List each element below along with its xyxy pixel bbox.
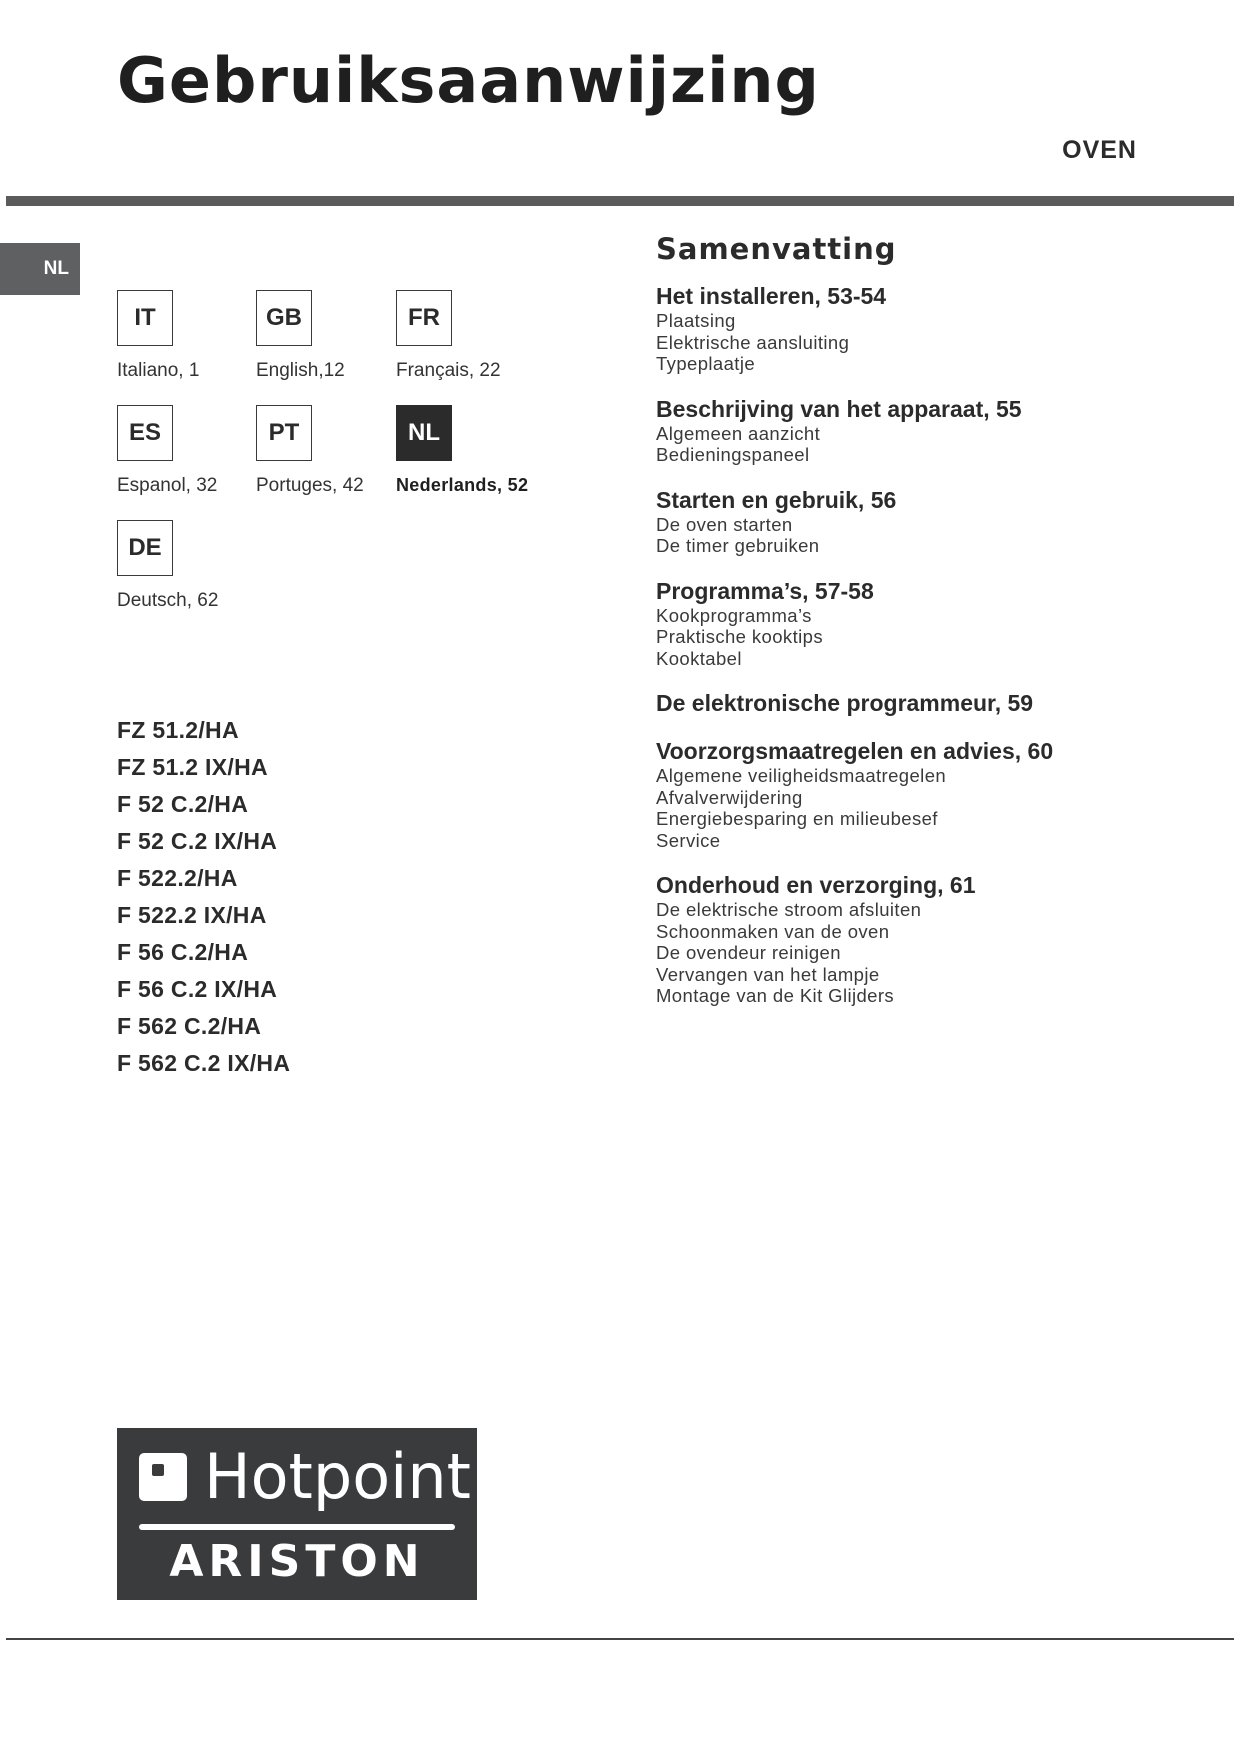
language-code-box: FR <box>396 290 452 346</box>
logo-brand-bottom: ARISTON <box>169 1536 425 1587</box>
language-side-tab: NL <box>0 243 80 295</box>
toc-section-title[interactable]: Starten en gebruik, 56 <box>656 486 897 513</box>
toc-item[interactable]: Afvalverwijdering <box>656 786 803 808</box>
model-list <box>117 712 290 1082</box>
language-item-nl-active[interactable] <box>396 405 556 496</box>
toc-item[interactable]: Bedieningspaneel <box>656 444 810 465</box>
language-item-fr[interactable] <box>396 290 556 382</box>
language-label: Nederlands, 52 <box>396 475 529 495</box>
page-title: Gebruiksaanwijzing <box>117 44 820 117</box>
toc-section <box>656 486 1216 557</box>
toc-section-title[interactable]: Het installeren, 53-54 <box>656 283 887 309</box>
language-label: Italiano, 1 <box>117 360 200 381</box>
logo-divider <box>139 1524 455 1530</box>
footer-divider <box>6 1638 1234 1640</box>
toc-section <box>656 689 1216 717</box>
model-item: F 562 C.2/HA <box>117 1013 262 1039</box>
model-item: FZ 51.2/HA <box>117 717 239 743</box>
toc-section <box>656 737 1216 851</box>
model-item: FZ 51.2 IX/HA <box>117 754 268 780</box>
hotpoint-square-icon <box>139 1453 187 1501</box>
hotpoint-ariston-logo <box>117 1428 477 1600</box>
model-item: F 56 C.2 IX/HA <box>117 976 278 1002</box>
toc-section-title[interactable]: Programma’s, 57-58 <box>656 577 874 604</box>
language-label: Français, 22 <box>396 360 501 381</box>
language-item-it[interactable] <box>117 290 277 382</box>
language-label: Deutsch, 62 <box>117 590 219 611</box>
language-code-box: NL <box>396 405 452 461</box>
toc-item[interactable]: Service <box>656 829 721 851</box>
toc-item[interactable]: Elektrische aansluiting <box>656 331 850 353</box>
toc-item[interactable]: De elektrische stroom afsluiten <box>656 899 922 920</box>
toc-section-title[interactable]: Beschrijving van het apparaat, 55 <box>656 395 1022 422</box>
toc-section <box>656 871 1216 1007</box>
table-of-contents <box>656 232 1216 1027</box>
language-code-box: DE <box>117 520 173 576</box>
toc-section <box>656 577 1216 670</box>
document-type-label: OVEN <box>1062 136 1137 164</box>
toc-item[interactable]: De oven starten <box>656 513 793 535</box>
language-label: Portuges, 42 <box>256 475 364 496</box>
language-code-box: ES <box>117 405 173 461</box>
toc-item[interactable]: De ovendeur reinigen <box>656 942 841 963</box>
toc-item[interactable]: Algemene veiligheidsmaatregelen <box>656 765 947 786</box>
toc-item[interactable]: Typeplaatje <box>656 353 756 374</box>
toc-section-title[interactable]: De elektronische programmeur, 59 <box>656 690 1034 716</box>
language-code-box: GB <box>256 290 312 346</box>
language-code-box: IT <box>117 290 173 346</box>
toc-item[interactable]: Vervangen van het lampje <box>656 963 880 985</box>
language-item-es[interactable] <box>117 405 277 497</box>
toc-section-title[interactable]: Onderhoud en verzorging, 61 <box>656 872 976 898</box>
model-item: F 522.2/HA <box>117 865 238 891</box>
model-item: F 56 C.2/HA <box>117 939 249 965</box>
model-item: F 52 C.2 IX/HA <box>117 828 278 854</box>
language-code-box: PT <box>256 405 312 461</box>
toc-item[interactable]: Plaatsing <box>656 310 736 331</box>
language-item-gb[interactable] <box>256 290 416 382</box>
language-label: English,12 <box>256 360 345 381</box>
toc-item[interactable]: Algemeen aanzicht <box>656 422 821 444</box>
model-item: F 522.2 IX/HA <box>117 902 267 928</box>
toc-item[interactable]: De timer gebruiken <box>656 535 820 556</box>
toc-heading: Samenvatting <box>656 232 897 266</box>
language-item-pt[interactable] <box>256 405 416 497</box>
toc-item[interactable]: Energiebesparing en milieubesef <box>656 808 938 829</box>
toc-item[interactable]: Kooktabel <box>656 647 742 669</box>
language-label: Espanol, 32 <box>117 475 218 496</box>
toc-item[interactable]: Praktische kooktips <box>656 626 823 647</box>
header-divider <box>6 196 1234 206</box>
logo-brand-top: Hotpoint <box>204 1440 471 1513</box>
model-item: F 562 C.2 IX/HA <box>117 1050 291 1076</box>
toc-item[interactable]: Montage van de Kit Glijders <box>656 985 895 1006</box>
toc-item[interactable]: Schoonmaken van de oven <box>656 920 890 942</box>
toc-section <box>656 282 1216 375</box>
toc-section-title[interactable]: Voorzorgsmaatregelen en advies, 60 <box>656 738 1054 764</box>
model-item: F 52 C.2/HA <box>117 791 249 817</box>
toc-item[interactable]: Kookprogramma’s <box>656 604 812 626</box>
language-item-de[interactable] <box>117 520 277 612</box>
toc-section <box>656 395 1216 466</box>
